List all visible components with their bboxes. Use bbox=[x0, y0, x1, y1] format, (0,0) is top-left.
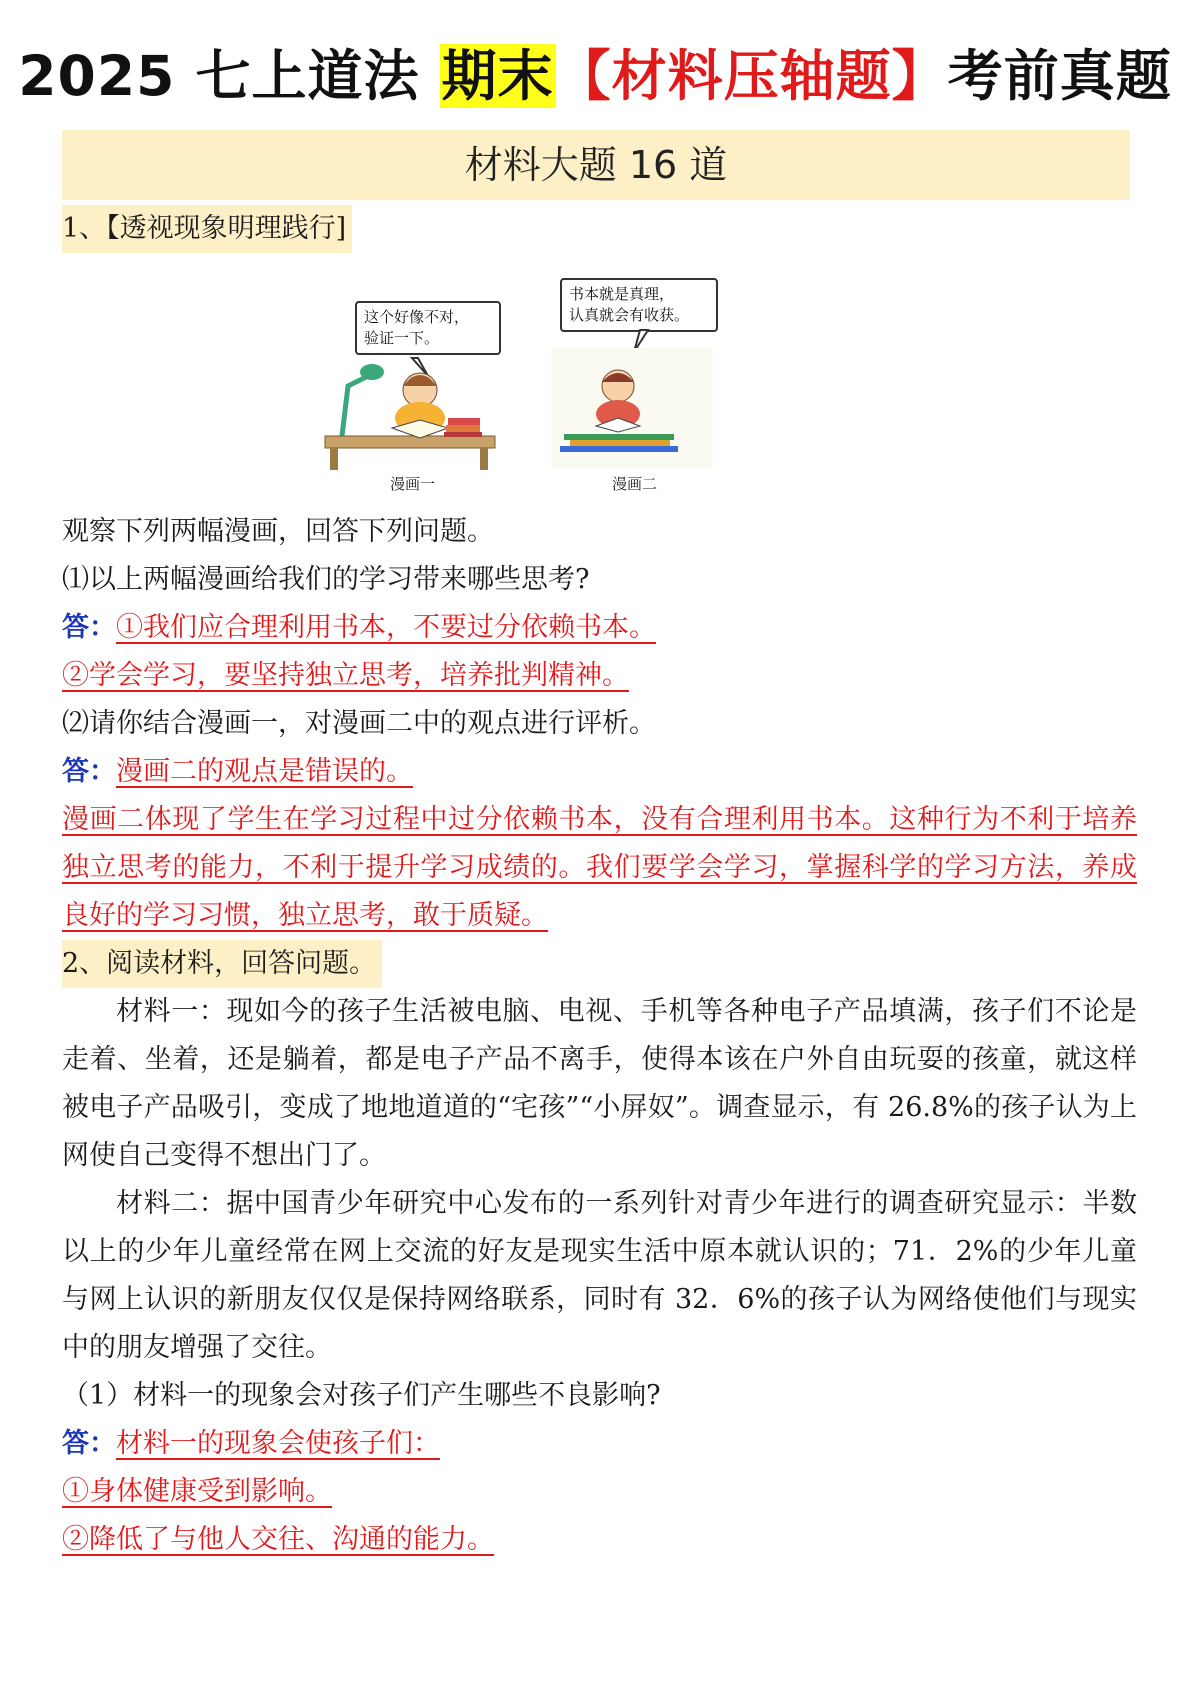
title-highlight-term: 期末 bbox=[441, 44, 554, 108]
comic-1 bbox=[320, 268, 520, 498]
answer-text: 漫画二体现了学生在学习过程中过分依赖书本，没有合理利用书本。这种行为不利于培养独立思考的能力，不利于提升学习成绩的。我们要学会学习，掌握科学的学习方法，养成良好的学习习惯，独立思考，敢于质疑。 bbox=[62, 804, 1137, 931]
title-part-1: 2025 七上道法 bbox=[18, 44, 440, 108]
answer-text: ①我们应合理利用书本，不要过分依赖书本。 bbox=[116, 612, 656, 643]
answer-text: ②学会学习，要坚持独立思考，培养批判精神。 bbox=[62, 660, 629, 691]
answer-label: 答： bbox=[62, 612, 116, 643]
comic-1-drawing bbox=[320, 268, 520, 498]
comic-illustrations bbox=[320, 268, 760, 498]
q2-material-2: 材料二：据中国青少年研究中心发布的一系列针对青少年进行的调查研究显示：半数以上的少年儿童经常在网上交流的好友是现实生活中原本就认识的；71．2%的少年儿童与网上认识的新朋友仅仅是保持网络联系，同时有 32．6%的孩子认为网络使他们与现实中的朋友增强了交往。 bbox=[62, 1188, 1137, 1363]
title-red-term: 【材料压轴题】 bbox=[555, 44, 948, 108]
comic-2 bbox=[550, 268, 760, 498]
q1-answer-2-line-1 bbox=[62, 748, 1137, 796]
comic-2-caption: 漫画二 bbox=[612, 475, 658, 493]
q2-heading: 2、阅读材料，回答问题。 bbox=[62, 940, 382, 988]
q2-heading-row bbox=[62, 940, 1137, 988]
page-title bbox=[0, 40, 1190, 112]
q1-instruction: 观察下列两幅漫画，回答下列问题。 bbox=[62, 516, 494, 547]
section-banner: 材料大题 16 道 bbox=[62, 130, 1130, 200]
title-part-4: 考前真题 bbox=[947, 44, 1172, 108]
q1-sub-question-1: ⑴以上两幅漫画给我们的学习带来哪些思考? bbox=[62, 564, 590, 595]
q1-answer-1-line-2 bbox=[62, 652, 1137, 700]
q1-heading-row bbox=[62, 205, 1137, 253]
answer-label: 答： bbox=[62, 1428, 116, 1459]
answer-text: 漫画二的观点是错误的。 bbox=[116, 756, 413, 787]
comic-1-speech-bubble: 这个好像不对， 验证一下。 bbox=[355, 301, 501, 355]
q2-material-1: 材料一：现如今的孩子生活被电脑、电视、手机等各种电子产品填满，孩子们不论是走着、坐着，还是躺着，都是电子产品不离手，使得本该在户外自由玩耍的孩童，就这样被电子产品吸引，变成了地地道道的“宅孩”“小屏奴”。调查显示，有 26.8%的孩子认为上网使自己变得不想出门了。 bbox=[62, 996, 1137, 1171]
answer-text: ②降低了与他人交往、沟通的能力。 bbox=[62, 1524, 494, 1555]
q1-heading: 1、【透视现象明理践行] bbox=[62, 205, 352, 253]
q2-answer-line-3 bbox=[62, 1516, 1137, 1564]
comic-1-caption: 漫画一 bbox=[390, 475, 436, 493]
q1-body bbox=[62, 508, 1137, 940]
comic-2-speech-bubble: 书本就是真理， 认真就会有收获。 bbox=[560, 278, 718, 332]
q1-sub-question-2: ⑵请你结合漫画一，对漫画二中的观点进行评析。 bbox=[62, 708, 656, 739]
q2-sub-question-1: （1）材料一的现象会对孩子们产生哪些不良影响? bbox=[62, 1380, 661, 1411]
q1-answer-1-line-1 bbox=[62, 604, 1137, 652]
q2-answer-line-1 bbox=[62, 1420, 1137, 1468]
answer-label: 答： bbox=[62, 756, 116, 787]
comic-2-drawing bbox=[550, 268, 760, 498]
answer-text: 材料一的现象会使孩子们： bbox=[116, 1428, 440, 1459]
q1-answer-2-body bbox=[62, 796, 1137, 940]
q2-section bbox=[62, 940, 1137, 1564]
answer-text: ①身体健康受到影响。 bbox=[62, 1476, 332, 1507]
q2-answer-line-2 bbox=[62, 1468, 1137, 1516]
